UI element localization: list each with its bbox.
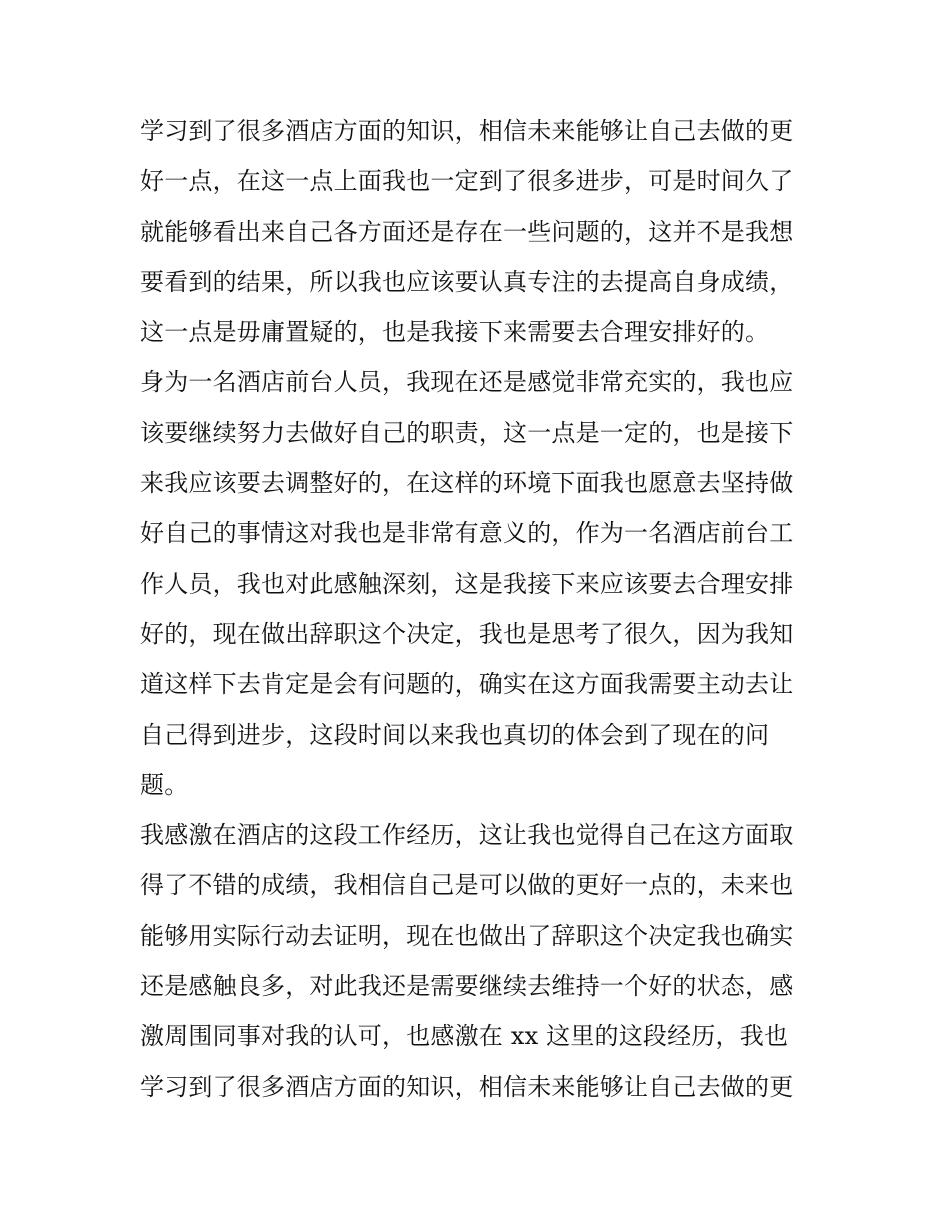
- text-line: 就能够看出来自己各方面还是存在一些问题的，这并不是我想: [140, 217, 794, 246]
- text-line: 该要继续努力去做好自己的职责，这一点是一定的，也是接下: [140, 418, 794, 447]
- text-line: 学习到了很多酒店方面的知识，相信未来能够让自己去做的更: [140, 117, 794, 145]
- text-line: 身为一名酒店前台人员，我现在还是感觉非常充实的，我也应: [140, 368, 794, 397]
- text-line: 好的，现在做出辞职这个决定，我也是思考了很久，因为我知: [140, 619, 794, 648]
- text-line: 能够用实际行动去证明，现在也做出了辞职这个决定我也确实: [140, 921, 794, 950]
- text-line: 题。: [140, 770, 189, 799]
- paragraph-2: [140, 357, 820, 810]
- text-line: 作人员，我也对此感触深刻，这是我接下来应该要去合理安排: [140, 569, 794, 598]
- text-line: 来我应该要去调整好的，在这样的环境下面我也愿意去坚持做: [140, 469, 794, 498]
- text-line: 这一点是毋庸置疑的，也是我接下来需要去合理安排好的。: [140, 318, 770, 347]
- document-body: [140, 106, 820, 1112]
- text-line: 我感激在酒店的这段工作经历，这让我也觉得自己在这方面取: [140, 821, 794, 850]
- text-line: 道这样下去肯定是会有问题的，确实在这方面我需要主动去让: [140, 670, 794, 699]
- text-line: 自己得到进步，这段时间以来我也真切的体会到了现在的问: [140, 720, 770, 749]
- text-line: 要看到的结果，所以我也应该要认真专注的去提高自身成绩，: [140, 267, 794, 296]
- text-line: 好一点，在这一点上面我也一定到了很多进步，可是时间久了: [140, 167, 794, 196]
- text-line: 激周围同事对我的认可，也感激在 xx 这里的这段经历，我也: [140, 1022, 789, 1051]
- paragraph-3: [140, 810, 820, 1112]
- text-line: 还是感触良多，对此我还是需要继续去维持一个好的状态，感: [140, 972, 794, 1001]
- text-line: 好自己的事情这对我也是非常有意义的，作为一名酒店前台工: [140, 519, 794, 548]
- text-line: 学习到了很多酒店方面的知识，相信未来能够让自己去做的更: [140, 1072, 794, 1101]
- text-line: 得了不错的成绩，我相信自己是可以做的更好一点的，未来也: [140, 871, 794, 900]
- paragraph-1: [140, 106, 820, 357]
